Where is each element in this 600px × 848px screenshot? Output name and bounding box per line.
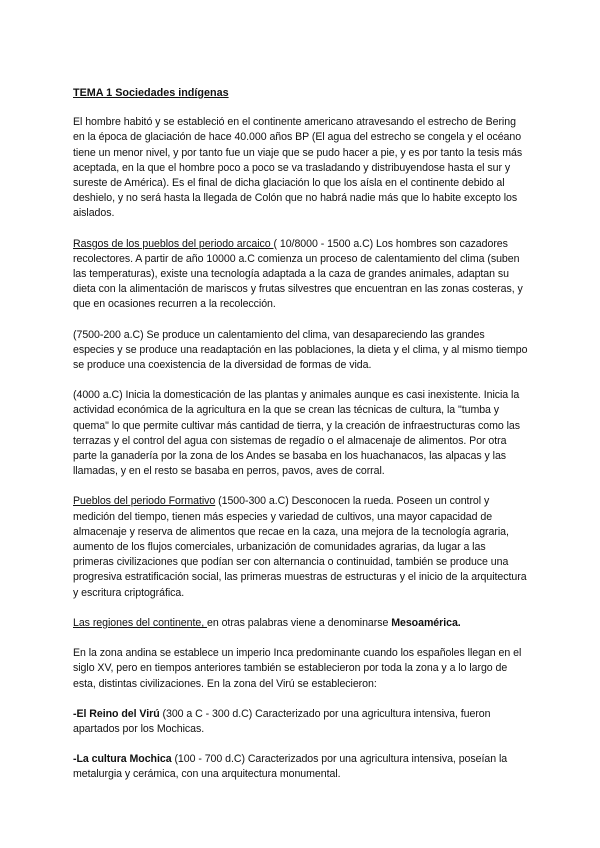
- paragraph-formativo: [73, 494, 528, 600]
- heading-mochica: -La cultura Mochica: [73, 753, 172, 766]
- mesoamerica-term: Mesoamérica.: [391, 616, 461, 629]
- paragraph-4000-text: (4000 a.C) Inicia la domesticación de las plantas y animales aunque es casi inexistente. Inicia la actividad económica de la agricultura en la que se crean las técnicas de cultura, la "tumba y quema" lo que permite cultivar más cantidad de tierra, y la creación de infraestructuras como las terrazas y el control del agua con sistemas de regadío o el almacenaje de alimentos. Por otra parte la ganadería por la zona de los Andes se basaba en los huachanacos, las alpacas y las llamadas, y en el resto se basaba en perros, pavos, aves de corral.: [73, 389, 521, 478]
- heading-viru: -El Reino del Virú: [73, 707, 160, 720]
- paragraph-mochica-text: (100 - 700 d.C) Caracterizados por una agricultura intensiva, poseían la metalurgia y cerámica, con una arquitectura monumental.: [73, 753, 508, 781]
- heading-regiones: Las regiones del continente,: [73, 616, 208, 629]
- paragraph-mochica: [73, 752, 528, 782]
- heading-arcaico: Rasgos de los pueblos del periodo arcaico: [73, 237, 274, 250]
- paragraph-intro-text: El hombre habitó y se estableció en el continente americano atravesando el estrecho de Bering en la época de glaciación de hace 40.000 años BP (El agua del estrecho se congela y el océano tiene un menor nivel, y por tanto fue un viaje que se pudo hacer a pie, y es por tanto la tesis más aceptada, en la que el hombre poco a poco se va trasladando y distribuyendose hasta el sur y sureste de América). Es el final de dicha glaciación lo que los aísla en el continente debido al deshielo, y no será hasta la llegada de Colón que no habrá nadie más que lo habite excepto los aislados.: [73, 116, 523, 220]
- paragraph-regiones: [73, 616, 528, 631]
- heading-formativo: Pueblos del periodo Formativo: [73, 495, 216, 508]
- paragraph-andina: [73, 646, 528, 692]
- paragraph-7500-text: (7500-200 a.C) Se produce un calentamiento del clima, van desapareciendo las grandes especies y se produce una readaptación en las poblaciones, la dieta y el clima, y al mismo tiempo se produce una coexistencia de la diversidad de formas de vida.: [73, 328, 528, 372]
- document-page: [73, 86, 528, 798]
- paragraph-arcaico-text: ( 10/8000 - 1500 a.C) Los hombres son cazadores recolectores. A partir de año 10000 a.C comienza un proceso de calentamiento del clima (suben las temperaturas), existe una tecnología adaptada a la caza de grandes animales, adaptan su dieta con la alimentación de mariscos y frutas silvestres que encuentran en las zonas costeras, y que en ocasiones recurren a la recolección.: [73, 237, 523, 311]
- paragraph-viru-text: (300 a C - 300 d.C) Caracterizado por una agricultura intensiva, fueron apartados por los Mochicas.: [73, 707, 491, 735]
- paragraph-regiones-text: en otras palabras viene a denominarse: [207, 616, 392, 629]
- paragraph-7500: [73, 328, 528, 374]
- document-title: TEMA 1 Sociedades indígenas: [73, 87, 229, 99]
- paragraph-formativo-text: (1500-300 a.C) Desconocen la rueda. Poseen un control y medición del tiempo, tienen más especies y variedad de cultivos, una mayor capacidad de almacenaje y reserva de alimentos que recae en la caza, una mejora de la tecnología agraria, aumento de los flujos comerciales, urbanización de comunidades agrarias, da lugar a las primeras civilizaciones que podían ser con alternancia o continuidad, también se produce una progresiva estratificación social, las primeras muestras de estructuras y el inicio de la arquitectura y escritura criptográfica.: [73, 495, 527, 599]
- paragraph-arcaico: [73, 237, 528, 313]
- paragraph-viru: [73, 707, 528, 737]
- paragraph-intro: [73, 115, 528, 221]
- paragraph-4000: [73, 388, 528, 479]
- paragraph-andina-text: En la zona andina se establece un imperio Inca predominante cuando los españoles llegan en el siglo XV, pero en tiempos anteriores también se establecieron por toda la zona y a lo largo de esta, distintas civilizaciones. En la zona del Virú se establecieron:: [73, 647, 522, 690]
